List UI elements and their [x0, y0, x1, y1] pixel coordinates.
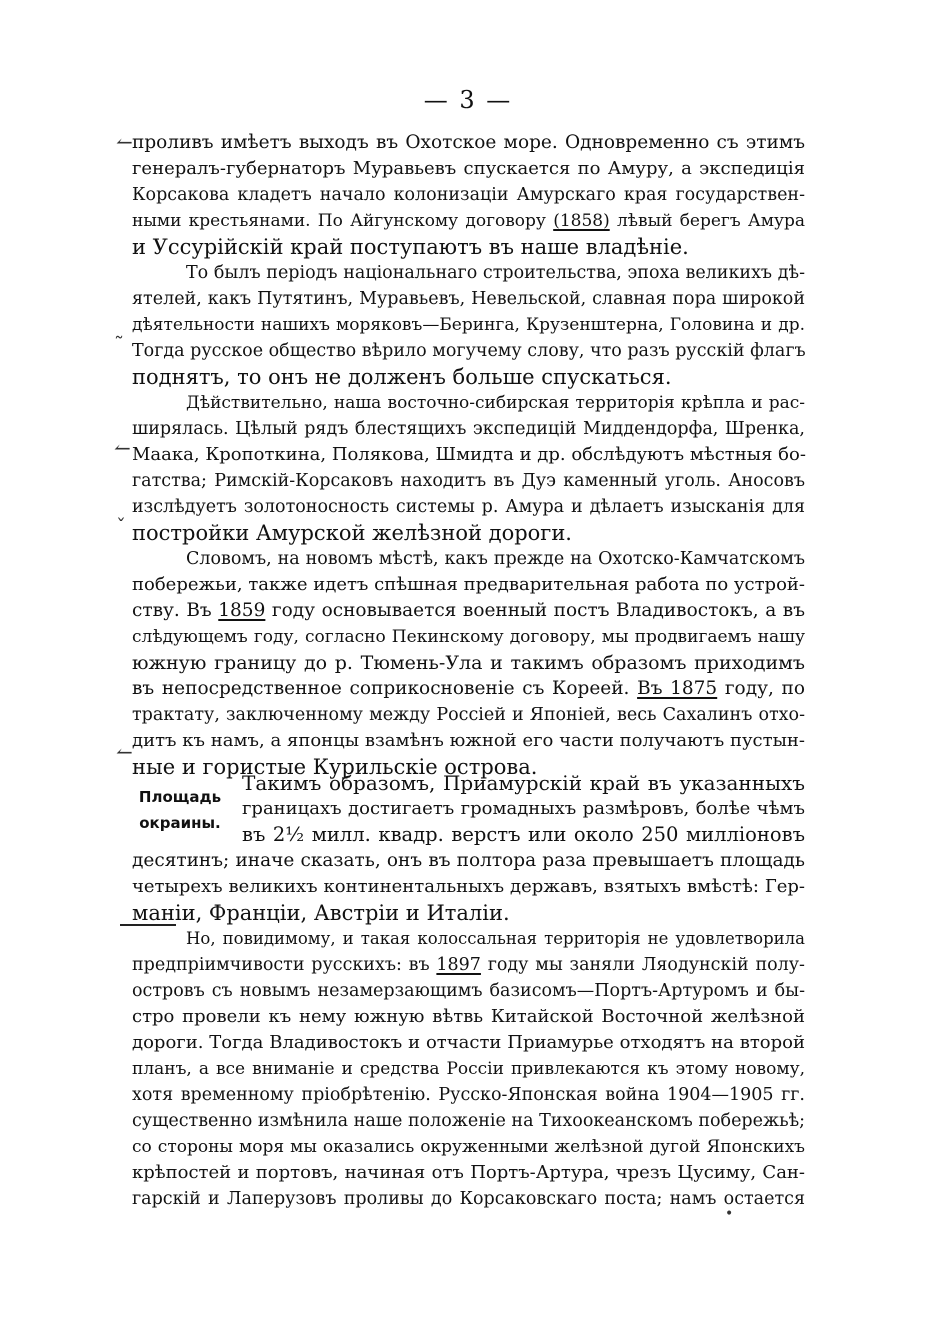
text-line: ные и гористые Курильскіе острова.: [132, 755, 538, 779]
text-line: со стороны моря мы оказались окруженными желѣзной дугой Японскихъ: [132, 1137, 805, 1157]
text-line: десятинъ; иначе сказать, онъ въ полтора раза превышаетъ площадь: [132, 850, 805, 871]
text-line: То былъ періодъ національнаго строительства, эпоха великихъ дѣ-: [186, 263, 805, 283]
text-line: побережьи, также идетъ спѣшная предварительная работа по устрой-: [132, 574, 805, 595]
margin-pencil-mark: ↼: [116, 130, 133, 154]
text-line: гарскій и Лаперузовъ проливы до Корсаковскаго поста; намъ остается: [132, 1189, 805, 1209]
text-line: Но, повидимому, и такая колоссальная территорія не удовлетворила: [186, 929, 805, 948]
text-line: крѣпостей и портовъ, начиная отъ Портъ-Артура, чрезъ Цусиму, Сан-: [132, 1162, 805, 1183]
text-line: дѣятельности нашихъ моряковъ—Беринга, Крузенштерна, Головина и др.: [132, 315, 805, 335]
text-line: ству. Въ 1859 году основывается военный постъ Владивостокъ, а въ: [132, 600, 805, 621]
text-line: ными крестьянами. По Айгунскому договору (1858) лѣвый берегъ Амура: [132, 211, 806, 231]
text-line: Тогда русское общество вѣрило могучему слову, что разъ русскій флагъ: [132, 341, 806, 361]
margin-heading: [132, 784, 228, 836]
text-line: маніи, Франціи, Австріи и Италіи.: [132, 901, 510, 925]
text-line: стро провели къ нему южную вѣтвь Китайской Восточной желѣзной: [132, 1006, 805, 1027]
margin-heading-line: окраины.: [139, 814, 221, 832]
text-line: существенно измѣнила наше положеніе на Тихоокеанскомъ побережьѣ;: [132, 1111, 806, 1131]
text-line: границахъ достигаетъ громадныхъ размѣровъ, болѣе чѣмъ: [242, 798, 805, 819]
text-line: дороги. Тогда Владивостокъ и отчасти Приамурье отходятъ на второй: [132, 1032, 805, 1053]
text-line: слѣдующемъ году, согласно Пекинскому договору, мы продвигаемъ нашу: [132, 627, 805, 647]
text-line: ятелей, какъ Путятинъ, Муравьевъ, Невельской, славная пора широкой: [132, 289, 805, 309]
text-line: Корсакова кладетъ начало колонизаціи Амурскаго края государствен-: [132, 185, 805, 205]
text-line: проливъ имѣетъ выходъ въ Охотское море. Одновременно съ этимъ: [132, 132, 805, 153]
margin-heading-line: Площадь: [138, 788, 222, 806]
underlined-date: 1859: [218, 600, 266, 621]
text-line: поднятъ, то онъ не долженъ больше спускаться.: [132, 365, 672, 389]
text-line: ширялась. Цѣлый рядъ блестящихъ экспедицій Миддендорфа, Шренка,: [132, 419, 805, 439]
text-line: изслѣдуетъ золотоносность системы р. Амура и дѣлаетъ изысканія для: [132, 497, 805, 517]
text-line: южную границу до р. Тюмень-Ула и такимъ образомъ приходимъ: [132, 652, 805, 674]
text-line: Словомъ, на новомъ мѣстѣ, какъ прежде на Охотско-Камчатскомъ: [186, 549, 805, 569]
underlined-date: (1858): [553, 211, 610, 231]
text-line: и Уссурійскій край поступаютъ въ наше владѣніе.: [132, 235, 689, 259]
margin-pencil-mark: ˜: [114, 332, 124, 356]
underlined-date: 1897: [436, 955, 481, 975]
text-line: гатства; Римскій-Корсаковъ находитъ въ Дуэ каменный уголь. Аносовъ: [132, 471, 805, 491]
margin-pencil-mark: ˇ: [116, 514, 126, 538]
text-line: предпріимчивости русскихъ: въ 1897 году мы заняли Ляодунскій полу-: [132, 955, 805, 975]
text-line: Дѣйствительно, наша восточно-сибирская территорія крѣпла и рас-: [186, 393, 805, 413]
text-line: четырехъ великихъ континентальныхъ державъ, взятыхъ вмѣстѣ: Гер-: [132, 876, 805, 897]
margin-pencil-mark: ↼: [114, 436, 131, 460]
margin-pencil-mark: •: [725, 1206, 734, 1222]
text-line: островъ съ новымъ незамерзающимъ базисомъ—Портъ-Артуромъ и бы-: [132, 981, 805, 1001]
underlined-date: Въ 1875: [637, 678, 718, 699]
text-line: въ 2½ милл. квадр. верстъ или около 250 милліоновъ: [242, 823, 805, 846]
text-line: Маака, Кропоткина, Полякова, Шмидта и др. обслѣдуютъ мѣстныя бо-: [132, 444, 806, 465]
text-line: постройки Амурской желѣзной дороги.: [132, 521, 572, 545]
text-line: хотя временному пріобрѣтенію. Русско-Японская война 1904—1905 гг.: [132, 1085, 805, 1105]
text-line: дитъ къ намъ, а японцы взамѣнъ южной его части получаютъ пустын-: [132, 730, 805, 751]
margin-pencil-mark: ↼: [116, 740, 133, 764]
text-line: въ непосредственное соприкосновеніе съ Кореей. Въ 1875 году, по: [132, 678, 805, 699]
text-line: генералъ-губернаторъ Муравьевъ спускается по Амуру, а экспедиція: [132, 158, 805, 179]
text-line: трактату, заключенному между Россіей и Японіей, весь Сахалинъ отхо-: [132, 705, 805, 725]
text-line: Такимъ образомъ, Приамурскій край въ указанныхъ: [242, 771, 805, 795]
text-line: планъ, а все вниманіе и средства Россіи привлекаются къ этому новому,: [132, 1059, 805, 1079]
page-number: — 3 —: [423, 86, 513, 114]
